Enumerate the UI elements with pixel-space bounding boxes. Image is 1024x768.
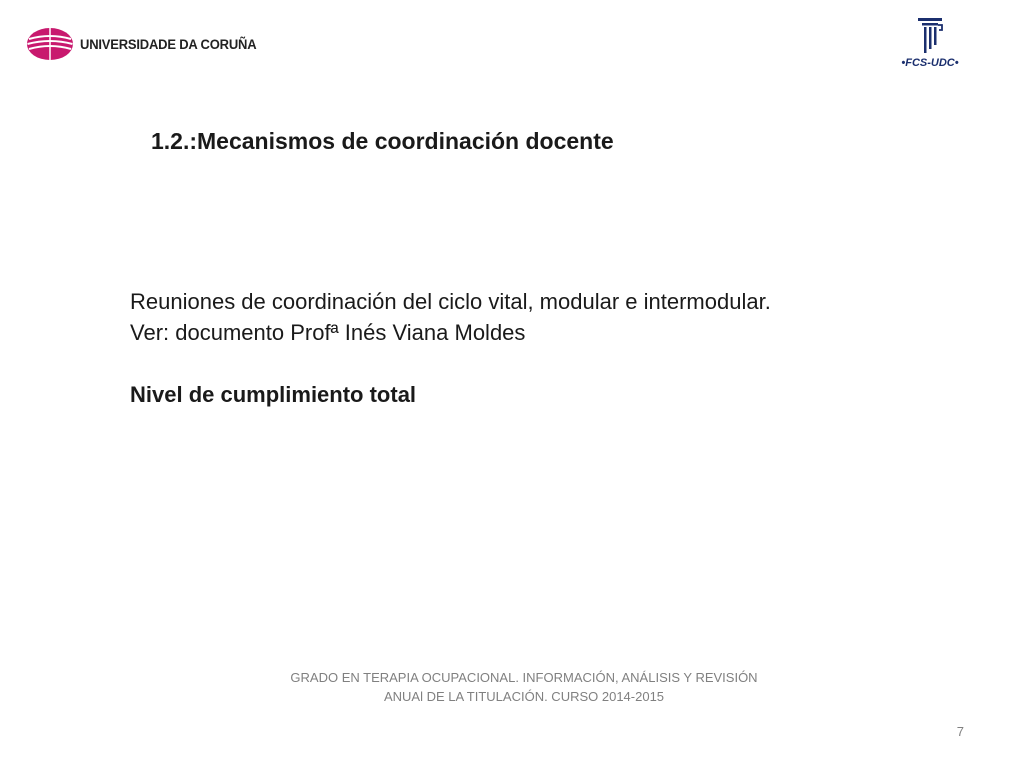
udc-emblem-icon bbox=[26, 27, 74, 61]
page-number: 7 bbox=[956, 724, 964, 739]
footer-line-2: ANUAl DE LA TITULACIÓN. CURSO 2014-2015 bbox=[383, 689, 665, 704]
faculty-logo-text: •FCS-UDC• bbox=[901, 57, 959, 69]
compliance-status: Nivel de cumplimiento total bbox=[130, 382, 417, 407]
body-line-document-reference: Ver: documento Profª Inés Viana Moldes bbox=[130, 320, 526, 345]
body-spacer bbox=[130, 348, 771, 379]
faculty-emblem-icon bbox=[914, 16, 946, 54]
university-logo bbox=[26, 26, 256, 62]
body-line-coordination: Reuniones de coordinación del ciclo vital, modular e intermodular. bbox=[130, 289, 771, 314]
footer-line-1: GRADO EN TERAPIA OCUPACIONAL. INFORMACIÓN, ANÁLISIS Y REVISIÓN bbox=[290, 670, 758, 685]
university-name: UNIVERSIDADE DA CORUÑA bbox=[80, 36, 257, 52]
slide-footer bbox=[224, 668, 824, 706]
slide-body bbox=[130, 286, 771, 410]
slide-title: 1.2.:Mecanismos de coordinación docente bbox=[151, 128, 614, 154]
faculty-logo bbox=[900, 16, 960, 78]
